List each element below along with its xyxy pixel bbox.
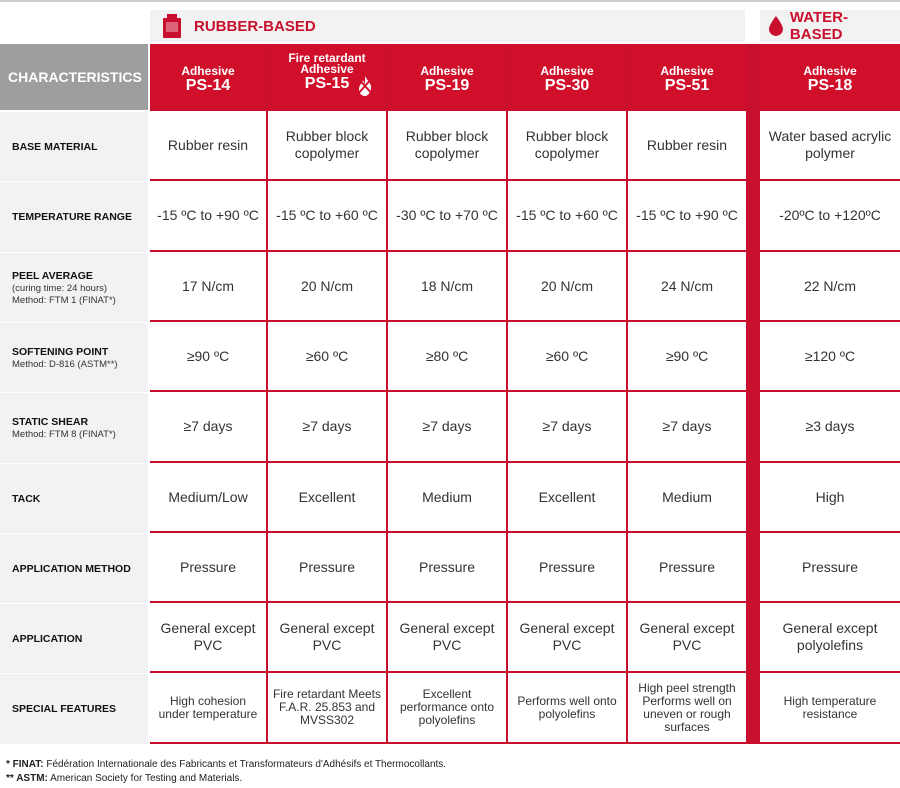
table-cell: General except PVC — [508, 603, 626, 671]
table-cell: Medium — [628, 463, 746, 531]
column-divider — [506, 44, 508, 744]
table-cell: Rubber block copolymer — [508, 111, 626, 179]
table-cell: General except polyolefins — [760, 603, 900, 671]
footnote-finat — [6, 759, 446, 770]
product-code: PS-51 — [664, 77, 710, 94]
product-label: Adhesive — [420, 64, 474, 78]
water-based-group-header — [760, 10, 900, 42]
table-cell: 20 N/cm — [268, 252, 386, 320]
row-label-main: BASE MATERIAL — [12, 140, 98, 153]
table-cell: ≥60 ºC — [508, 322, 626, 390]
product-code: PS-30 — [544, 77, 590, 94]
column-divider — [386, 44, 388, 744]
product-label: Adhesive — [540, 64, 594, 78]
table-cell: Excellent performance onto polyolefins — [388, 673, 506, 742]
product-code: PS-14 — [185, 77, 231, 94]
table-cell: -15 ºC to +60 ºC — [508, 181, 626, 250]
characteristics-header: CHARACTERISTICS — [0, 44, 148, 110]
header-divider — [150, 109, 900, 111]
row-label — [0, 111, 148, 181]
product-label-2: Adhesive — [300, 62, 354, 76]
row-label-sub: Method: FTM 8 (FINAT*) — [12, 429, 116, 440]
table-cell: -15 ºC to +90 ºC — [150, 181, 266, 250]
table-cell: -15 ºC to +60 ºC — [268, 181, 386, 250]
row-label-main: PEEL AVERAGE — [12, 269, 93, 282]
table-cell: -30 ºC to +70 ºC — [388, 181, 506, 250]
product-label: Adhesive — [181, 64, 235, 78]
rubber-based-label: RUBBER-BASED — [194, 17, 316, 35]
table-cell: Pressure — [628, 533, 746, 601]
table-cell: High cohesion under temperature — [150, 673, 266, 742]
table-cell: ≥7 days — [388, 392, 506, 461]
product-code: PS-18 — [807, 77, 853, 94]
table-cell: Medium — [388, 463, 506, 531]
row-label — [0, 252, 148, 322]
table-cell: Excellent — [508, 463, 626, 531]
table-cell: Medium/Low — [150, 463, 266, 531]
row-label-main: APPLICATION METHOD — [12, 562, 131, 575]
table-cell: -15 ºC to +90 ºC — [628, 181, 746, 250]
table-cell: High — [760, 463, 900, 531]
table-cell: ≥7 days — [268, 392, 386, 461]
row-label-main: SPECIAL FEATURES — [12, 703, 117, 715]
row-label-sub: Method: D-816 (ASTM**) — [12, 358, 118, 370]
product-header-ps18 — [760, 44, 900, 110]
column-divider — [266, 44, 268, 744]
rubber-based-group-header — [150, 10, 745, 42]
table-cell: General except PVC — [268, 603, 386, 671]
table-cell: ≥90 ºC — [150, 322, 266, 390]
table-cell: Rubber block copolymer — [268, 111, 386, 179]
table-cell: ≥7 days — [508, 392, 626, 461]
water-based-label: WATER-BASED — [789, 9, 848, 43]
table-cell: High temperature resistance — [760, 673, 900, 742]
row-label-main: APPLICATION — [12, 632, 83, 645]
adhesive-can-icon — [162, 13, 182, 39]
row-label — [0, 603, 148, 673]
row-label — [0, 392, 148, 463]
row-label-main: SOFTENING POINT — [12, 345, 109, 358]
footnote-mark: * FINAT: — [6, 759, 44, 770]
product-code: PS-19 — [424, 77, 470, 94]
product-header-ps30 — [508, 44, 626, 110]
table-cell: ≥90 ºC — [628, 322, 746, 390]
table-cell: Water based acrylic polymer — [760, 111, 900, 179]
row-label-main: TEMPERATURE RANGE — [12, 211, 132, 223]
table-cell: Pressure — [760, 533, 900, 601]
product-label: Adhesive — [803, 64, 857, 78]
row-label — [0, 181, 148, 252]
table-cell: Rubber block copolymer — [388, 111, 506, 179]
row-label-main: STATIC SHEAR — [12, 416, 89, 428]
product-code: PS-15 — [304, 75, 350, 92]
table-cell: Pressure — [388, 533, 506, 601]
water-drop-icon — [768, 16, 784, 36]
table-cell: General except PVC — [150, 603, 266, 671]
product-header-ps51 — [628, 44, 746, 110]
table-cell: General except PVC — [628, 603, 746, 671]
row-label — [0, 673, 148, 744]
row-label-sub: (curing time: 24 hours) — [12, 282, 108, 294]
group-separator — [746, 44, 760, 744]
table-cell: -20ºC to +120ºC — [760, 181, 900, 250]
table-cell: Pressure — [150, 533, 266, 601]
row-label — [0, 533, 148, 603]
table-cell: Fire retardant Meets F.A.R. 25.853 and MVSS302 — [268, 673, 386, 742]
table-cell: Excellent — [268, 463, 386, 531]
footnote-text: American Society for Testing and Materials. — [47, 773, 243, 784]
table-cell: Performs well onto polyolefins — [508, 673, 626, 742]
table-cell: Rubber resin — [628, 111, 746, 179]
column-divider — [626, 44, 628, 744]
table-cell: High peel strength Performs well on uneven or rough surfaces — [628, 673, 746, 742]
table-cell: Rubber resin — [150, 111, 266, 179]
top-rule — [0, 0, 900, 2]
table-cell: ≥80 ºC — [388, 322, 506, 390]
row-label-main: TACK — [12, 492, 41, 505]
table-cell: 22 N/cm — [760, 252, 900, 320]
product-header-ps15 — [268, 44, 386, 110]
row-label — [0, 322, 148, 392]
product-header-ps14 — [150, 44, 266, 110]
table-cell: 24 N/cm — [628, 252, 746, 320]
product-header-ps19 — [388, 44, 506, 110]
product-label: Fire retardant — [288, 51, 366, 65]
fire-retardant-icon — [354, 74, 376, 98]
table-cell: ≥60 ºC — [268, 322, 386, 390]
table-cell: 18 N/cm — [388, 252, 506, 320]
table-cell: ≥7 days — [150, 392, 266, 461]
footnote-text: Fédération Internationale des Fabricants et Transformateurs d'Adhésifs et Thermocollants. — [43, 759, 447, 770]
table-cell: ≥120 ºC — [760, 322, 900, 390]
row-divider — [150, 742, 900, 744]
footnote-astm — [6, 773, 242, 784]
table-cell: 17 N/cm — [150, 252, 266, 320]
row-label-sub: Method: FTM 1 (FINAT*) — [12, 294, 116, 306]
table-cell: Pressure — [268, 533, 386, 601]
product-label: Adhesive — [660, 64, 714, 78]
footnote-mark: ** ASTM: — [6, 773, 48, 784]
table-cell: ≥3 days — [760, 392, 900, 461]
table-cell: General except PVC — [388, 603, 506, 671]
table-cell: ≥7 days — [628, 392, 746, 461]
table-cell: Pressure — [508, 533, 626, 601]
row-label — [0, 463, 148, 533]
table-cell: 20 N/cm — [508, 252, 626, 320]
